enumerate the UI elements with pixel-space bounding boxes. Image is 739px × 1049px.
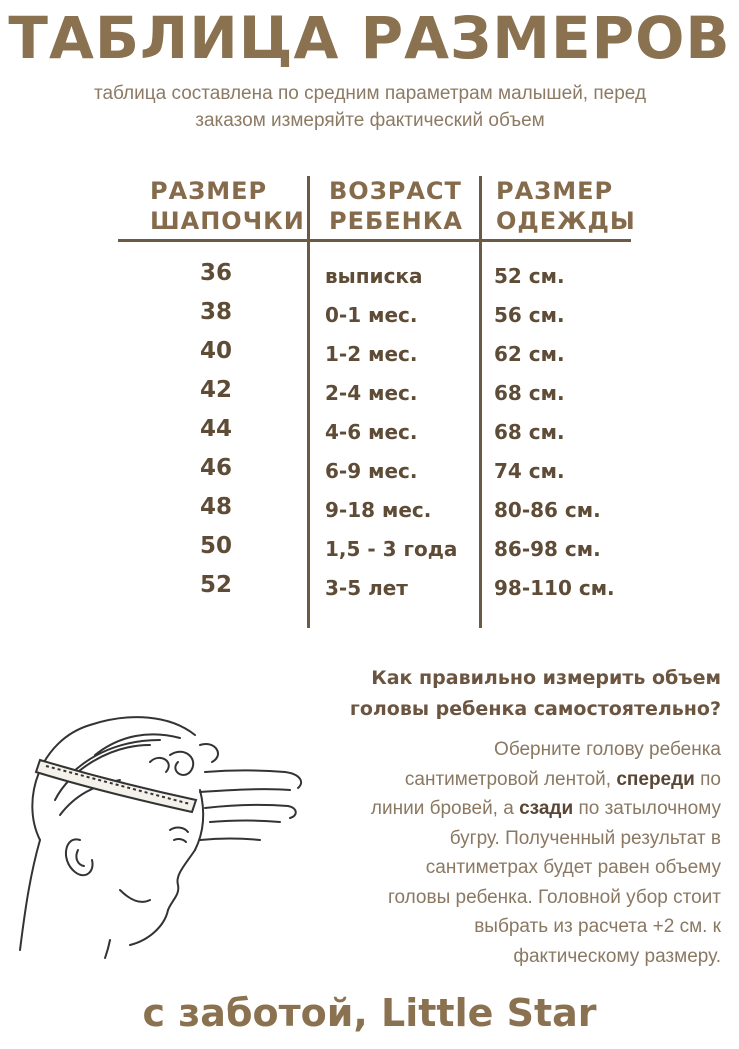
- table-row: [0, 453, 739, 492]
- hat-size-cell: 48: [199, 494, 232, 520]
- instruction-line: бугру. Полученный результат в: [449, 827, 721, 849]
- table-row: [0, 258, 739, 297]
- header-clothes-size: [496, 176, 636, 236]
- hat-size-cell: 40: [199, 338, 232, 364]
- table-row: [0, 336, 739, 375]
- table-row: [0, 570, 739, 609]
- age-cell: 1,5 - 3 года: [325, 537, 458, 561]
- instruction-text: сантиметровой лентой,: [404, 768, 617, 790]
- table-row: [0, 375, 739, 414]
- header-line: ВОЗРАСТ: [329, 177, 462, 205]
- page-title: ТАБЛИЦА РАЗМЕРОВ: [8, 4, 731, 72]
- measure-question: [350, 663, 721, 725]
- instruction-text: по: [694, 768, 721, 790]
- measuring-tape-icon: [36, 760, 196, 812]
- clothes-size-cell: 56 см.: [494, 303, 565, 327]
- brand-signature: с заботой, Little Star: [142, 991, 597, 1035]
- instruction-line: сантиметрах будет равен объему: [425, 857, 721, 878]
- header-line: ШАПОЧКИ: [150, 207, 305, 235]
- age-cell: 9-18 мес.: [325, 498, 432, 522]
- hat-size-cell: 52: [199, 572, 232, 598]
- table-row: [0, 531, 739, 570]
- table-row: [0, 414, 739, 453]
- table-row: [0, 492, 739, 531]
- hat-size-cell: 36: [199, 260, 232, 286]
- hat-size-cell: 42: [199, 377, 232, 403]
- hat-size-cell: 44: [199, 416, 232, 442]
- clothes-size-cell: 52 см.: [494, 264, 565, 288]
- age-cell: выписка: [325, 264, 423, 288]
- hat-size-cell: 46: [199, 455, 232, 481]
- clothes-size-cell: 68 см.: [494, 420, 565, 444]
- instruction-line: Оберните голову ребенка: [494, 739, 721, 760]
- header-hat-size: [150, 176, 305, 236]
- age-cell: 3-5 лет: [325, 576, 408, 600]
- clothes-size-cell: 86-98 см.: [494, 537, 601, 561]
- clothes-size-cell: 68 см.: [494, 381, 565, 405]
- age-cell: 0-1 мес.: [325, 303, 418, 327]
- instruction-line: [301, 794, 721, 824]
- instruction-emphasis: спереди: [616, 768, 695, 790]
- instruction-emphasis: сзади: [519, 798, 574, 819]
- instruction-line: фактическому размеру.: [513, 945, 721, 967]
- instruction-line: головы ребенка. Головной убор стоит: [387, 886, 721, 908]
- table-header-divider: [118, 239, 631, 242]
- child-head-measuring-illustration: [0, 700, 330, 960]
- age-cell: 2-4 мес.: [325, 381, 418, 405]
- hat-size-cell: 50: [199, 533, 232, 559]
- table-row: [0, 297, 739, 336]
- header-line: ОДЕЖДЫ: [496, 207, 636, 235]
- header-line: РЕБЕНКА: [329, 207, 463, 235]
- instruction-text: линии бровей, а: [370, 798, 520, 819]
- subtitle-line: таблица составлена по средним параметрам малышей, перед: [93, 83, 647, 104]
- instruction-line: выбрать из расчета +2 см. к: [474, 916, 721, 937]
- clothes-size-cell: 74 см.: [494, 459, 565, 483]
- age-cell: 6-9 мес.: [325, 459, 418, 483]
- clothes-size-cell: 80-86 см.: [494, 498, 601, 522]
- age-cell: 1-2 мес.: [325, 342, 418, 366]
- subtitle-line: заказом измеряйте фактический объем: [195, 110, 545, 131]
- measure-instructions: [301, 735, 721, 971]
- clothes-size-cell: 62 см.: [494, 342, 565, 366]
- header-line: РАЗМЕР: [150, 177, 268, 205]
- hat-size-cell: 38: [199, 299, 232, 325]
- question-line: головы ребенка самостоятельно?: [349, 698, 721, 720]
- question-line: Как правильно измерить объем: [371, 667, 721, 689]
- clothes-size-cell: 98-110 см.: [494, 576, 615, 600]
- age-cell: 4-6 мес.: [325, 420, 418, 444]
- subtitle: [20, 80, 720, 134]
- header-line: РАЗМЕР: [496, 177, 614, 205]
- instruction-text: по затылочному: [573, 798, 721, 819]
- header-child-age: [329, 176, 463, 236]
- instruction-line: [301, 765, 721, 795]
